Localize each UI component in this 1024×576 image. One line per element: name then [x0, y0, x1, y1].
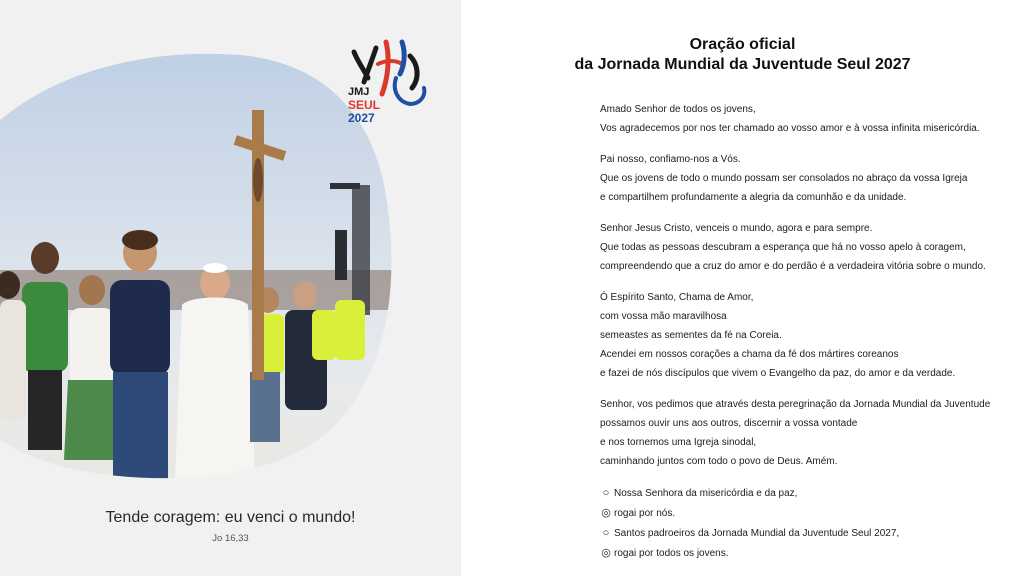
prayer-line: e nos tornemos uma Igreja sinodal,: [600, 437, 757, 448]
prayer-line: Senhor, vos pedimos que através desta peregrinação da Jornada Mundial da Juventude: [600, 399, 991, 410]
logo-seul: SEUL: [348, 98, 381, 112]
bible-quote: Tende coragem: eu venci o mundo!: [105, 509, 356, 526]
prayer-line: compreendendo que a cruz do amor e do perdão é a verdadeira vitória sobre o mundo.: [600, 261, 986, 272]
litany: [600, 483, 1020, 563]
prayer-line: caminhando juntos com todo o povo de Deus. Amém.: [600, 456, 838, 467]
double-circle-icon: ◎: [601, 547, 611, 559]
litany-text: Nossa Senhora da misericórdia e da paz,: [614, 488, 798, 499]
prayer-text: [600, 100, 1020, 563]
prayer-line: com vossa mão maravilhosa: [600, 311, 727, 322]
double-circle-icon: ◎: [601, 507, 611, 519]
litany-text: rogai por nós.: [614, 508, 676, 519]
prayer-line: e compartilhem profundamente a alegria da comunhão e da unidade.: [600, 192, 907, 203]
litany-text: Santos padroeiros da Jornada Mundial da Juventude Seul 2027,: [614, 528, 900, 539]
litany-line: [600, 523, 1020, 543]
prayer-paragraph: [600, 150, 1020, 207]
prayer-line: Ó Espírito Santo, Chama de Amor,: [600, 292, 754, 303]
prayer-line: possamos ouvir uns aos outros, discernir a vossa vontade: [600, 418, 858, 429]
prayer-line: Vos agradecemos por nos ter chamado ao vosso amor e à vossa infinita misericórdia.: [600, 123, 980, 134]
title-line-1: Oração oficial: [689, 36, 796, 53]
prayer-line: Que os jovens de todo o mundo possam ser consolados no abraço da vossa Igreja: [600, 173, 968, 184]
logo-text: [348, 86, 398, 125]
prayer-line: Que todas as pessoas descubram a esperança que há no vosso apelo à coragem,: [600, 242, 966, 253]
bible-reference: Jo 16,33: [212, 533, 249, 544]
prayer-paragraph: [600, 219, 1020, 276]
title-line-2: da Jornada Mundial da Juventude Seul 2027: [574, 56, 911, 73]
right-panel: [461, 0, 1024, 576]
circle-icon: ○: [602, 487, 610, 499]
prayer-line: semeastes as sementes da fé na Coreia.: [600, 330, 782, 341]
prayer-paragraph: [600, 395, 1020, 471]
litany-line: [600, 543, 1020, 563]
prayer-line: Pai nosso, confiamo-nos a Vós.: [600, 154, 741, 165]
prayer-paragraph: [600, 100, 1020, 138]
page-title: [412, 35, 1024, 75]
prayer-line: Acendei em nossos corações a chama da fé dos mártires coreanos: [600, 349, 899, 360]
logo-year: 2027: [348, 111, 375, 125]
left-panel: [0, 0, 461, 576]
litany-line: [600, 503, 1020, 523]
circle-icon: ○: [602, 527, 610, 539]
prayer-paragraph: [600, 288, 1020, 383]
prayer-line: Senhor Jesus Cristo, venceis o mundo, agora e para sempre.: [600, 223, 873, 234]
litany-text: rogai por todos os jovens.: [614, 548, 729, 559]
prayer-line: e fazei de nós discípulos que vivem o Evangelho da paz, do amor e da verdade.: [600, 368, 956, 379]
prayer-line: Amado Senhor de todos os jovens,: [600, 104, 756, 115]
litany-line: [600, 483, 1020, 503]
logo-jmj: JMJ: [348, 86, 370, 98]
